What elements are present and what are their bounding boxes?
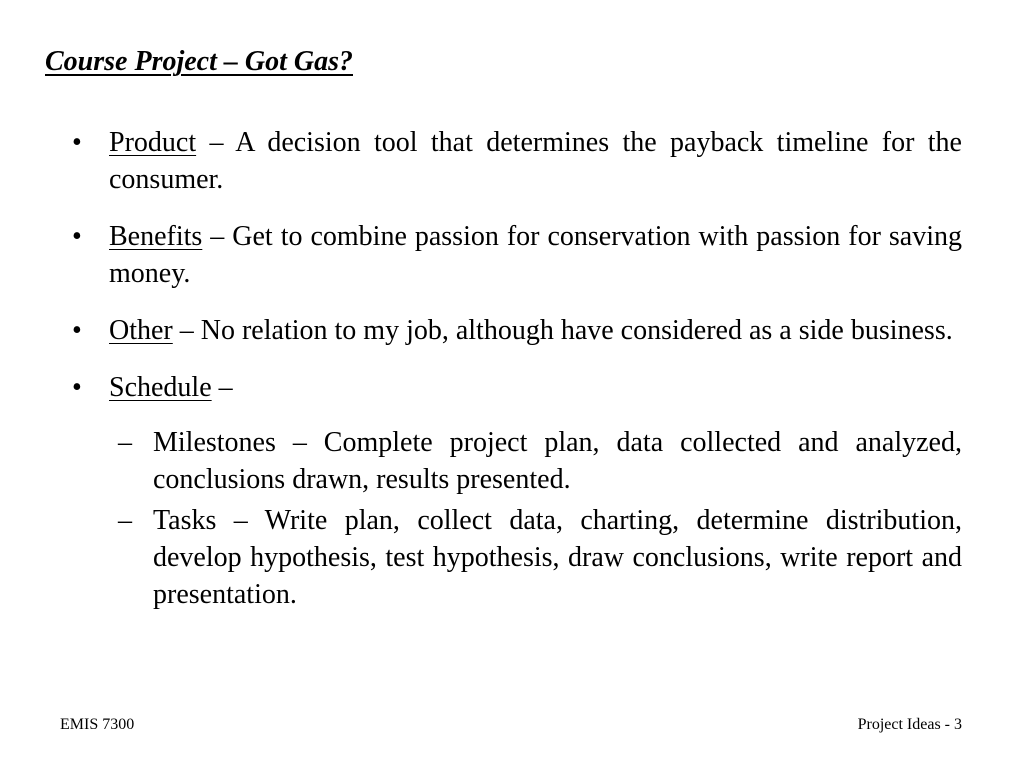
bullet-text [109, 124, 962, 198]
bullet-body: – A decision tool that determines the payback timeline for the consumer. [109, 127, 962, 195]
slide-title: Course Project – Got Gas? [45, 46, 353, 77]
bullet-text [109, 369, 962, 406]
sub-bullet-milestones [118, 424, 962, 498]
bullet-marker: • [72, 127, 82, 158]
bullet-marker: • [72, 221, 82, 252]
bullet-schedule [72, 369, 962, 406]
footer-page: Project Ideas - 3 [857, 716, 962, 733]
sub-bullet-tasks [118, 502, 962, 613]
bullet-list [72, 124, 962, 617]
bullet-label: Benefits [109, 221, 203, 252]
bullet-text [109, 312, 962, 349]
footer-course: EMIS 7300 [60, 716, 135, 733]
bullet-marker: • [72, 315, 82, 346]
bullet-other [72, 312, 962, 349]
sub-bullet-marker: – [118, 505, 132, 536]
bullet-body: – [211, 372, 233, 403]
bullet-text [109, 218, 962, 292]
bullet-label: Product [109, 127, 197, 158]
sub-bullet-marker: – [118, 427, 132, 458]
bullet-label: Schedule [109, 372, 212, 403]
bullet-marker: • [72, 372, 82, 403]
schedule-sub-list [72, 424, 962, 613]
bullet-product [72, 124, 962, 198]
bullet-body: – Get to combine passion for conservation with passion for saving money. [109, 221, 962, 289]
bullet-body: – No relation to my job, although have considered as a side business. [172, 315, 953, 346]
bullet-label: Other [109, 315, 173, 346]
bullet-benefits [72, 218, 962, 292]
sub-bullet-text: Milestones – Complete project plan, data collected and analyzed, conclusions drawn, results presented. [153, 427, 962, 495]
sub-bullet-text: Tasks – Write plan, collect data, charting, determine distribution, develop hypothesis, test hypothesis, draw conclusions, write report and presentation. [153, 505, 962, 610]
